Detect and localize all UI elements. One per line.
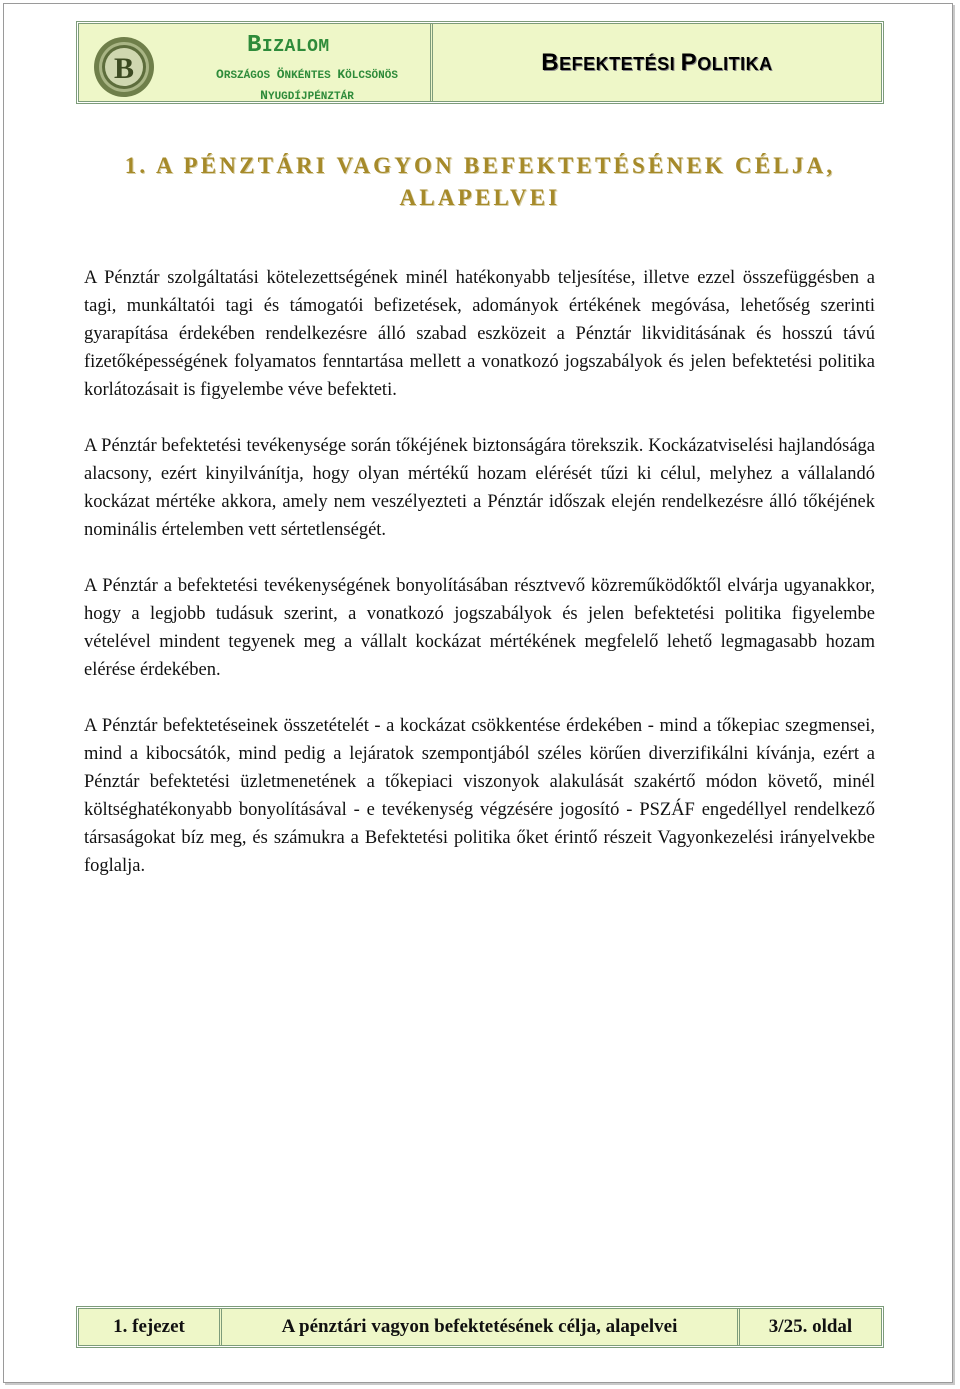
- page-footer: [76, 1306, 884, 1348]
- chapter-heading: [76, 150, 884, 214]
- footer-chapter: 1. fejezet: [79, 1309, 222, 1345]
- org-subtitle: [189, 65, 425, 107]
- document-title: BEFEKTETÉSI POLITIKA: [541, 48, 773, 76]
- chapter-heading-line1: 1. A PÉNZTÁRI VAGYON BEFEKTETÉSÉNEK CÉLJA,: [124, 153, 836, 178]
- paragraph: A Pénztár szolgáltatási kötelezettségének minél hatékonyabb teljesítése, illetve ezzel összefüggésben a tagi, munkáltatói tagi és támogatói befizetések, adományok értékének megóvása, lehetőség szerinti gyarapítása érdekében rendelkezésre álló szabad eszközeit a Pénztár likviditásának és hosszú távú fizetőképességének folyamatos fenntartása mellett a vonatkozó jogszabályok és jelen befektetési politika korlátozásait is figyelembe véve befekteti.: [84, 268, 875, 400]
- paragraph: A Pénztár a befektetési tevékenységének bonyolításában résztvevő közreműködőktől elvárja ugyanakkor, hogy a legjobb tudásuk szerint, a vonatkozó jogszabályok és jelen befektetési politika figyelembe vételével mindent tegyenek meg a vállalt kockázat mértékének megfelelő lehető legmagasabb hozam elérése érdekében.: [84, 576, 875, 680]
- logo-letter: B: [113, 52, 135, 85]
- footer-page-number: 3/25. oldal: [740, 1309, 881, 1345]
- footer-title: A pénztári vagyon befektetésének célja, alapelvei: [222, 1309, 740, 1345]
- chapter-heading-line2: ALAPELVEI: [399, 185, 561, 210]
- page-header: [76, 21, 884, 104]
- header-org-cell: [79, 24, 433, 101]
- bizalom-logo: [93, 36, 155, 98]
- org-subtitle-line2: NYUGDÍJPÉNZTÁR: [260, 88, 354, 103]
- org-subtitle-line1: ORSZÁGOS ÖNKÉNTES KÖLCSÖNÖS: [216, 67, 398, 82]
- paragraph: A Pénztár befektetési tevékenysége során tőkéjének biztonságára törekszik. Kockázatviselési hajlandósága alacsony, ezért kinyilvánítja, hogy olyan mértékű hozam elérését tűzi ki célul, melyhez a vállalandó kockázat mértéke akkora, amely nem veszélyezteti a Pénztár időszak elején rendelkezésre álló tőkéjének nominális értelemben vett sértetlenségét.: [84, 436, 875, 540]
- paragraph: A Pénztár befektetéseinek összetételét - a kockázat csökkentése érdekében - mind a tőkepiac szegmensei, mind a kibocsátók, mind pedig a lejáratok szempontjából széles körűen diverzifikálni kívánja, ezért a Pénztár befektetési üzletmenetének a tőkepiaci viszonyok alakulását szakértő módon követő, minél költséghatékonyabb bonyolításával - e tevékenység végzésére jogosító - PSZÁF engedéllyel rendelkező társaságokat bíz meg, és számukra a Befektetési politika őket érintő részeit Vagyonkezelési irányelvekbe foglalja.: [84, 716, 875, 876]
- header-title-cell: [433, 24, 881, 101]
- org-name: BIZALOM: [247, 32, 330, 59]
- body-text: [84, 264, 875, 908]
